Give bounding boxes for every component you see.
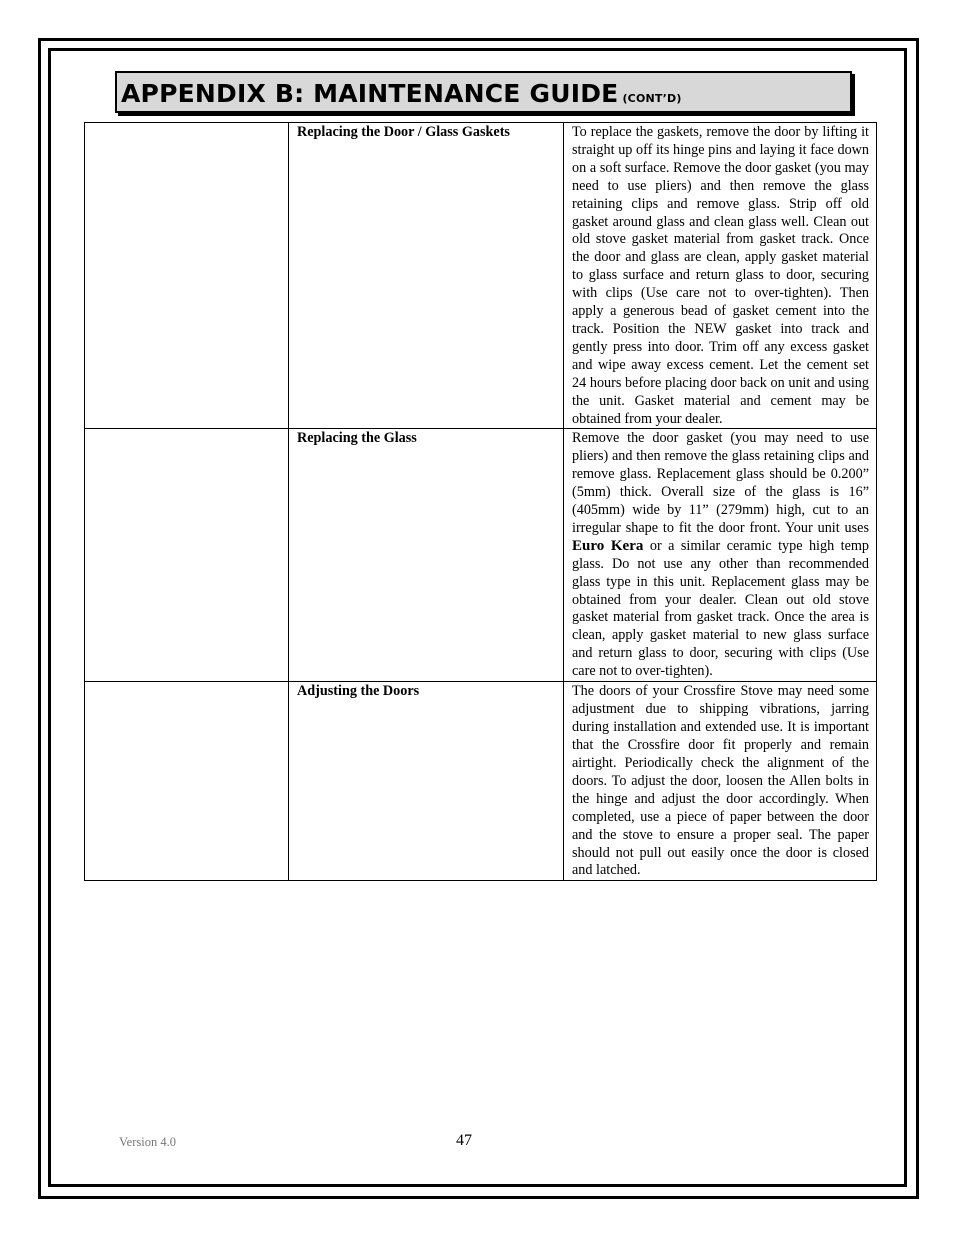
description-cell: To replace the gaskets, remove the door by lifting it straight up off its hinge pins and laying it face down on a soft surface. Remove the door gasket (you may need to use pliers) and then remove the glass retaining clips and remove glass. Strip off old gasket around glass and clean glass well. Clean out old stove gasket material from gasket track. Once the door and glass are clean, apply gasket material to glass surface and return glass to door, securing with clips (Use care not to over-tighten). Then apply a generous bead of gasket cement into the track. Position the NEW gasket into track and gently press into door. Trim off any excess gasket and wipe away excess cement. Let the cement set 24 hours before placing door back on unit and using the unit. Gasket material and cement may be obtained from your dealer. [564,123,877,429]
page-number: 47 [456,1132,472,1149]
description-text-part: or a similar ceramic type high temp glass. Do not use any other than recommended glass type in this unit. Replacement glass may be obtained from your dealer. Clean out old stove gasket material from gasket track. Once the area is clean, apply gasket material to new glass surface and return glass to door, securing with clips (Use care not to over-tighten). [572,537,870,680]
table-row [85,123,877,429]
topic-cell: Adjusting the Doors [289,682,564,881]
description-text-part: Remove the door gasket (you may need to use pliers) and then remove the glass retaining clips and remove glass. Replacement glass should be 0.200” (5mm) thick. Overall size of the glass is 16” (405mm) wide by 11” (279mm) high, cut to an irregular shape to fit the door front. Your unit uses [572,430,869,536]
page-title-suffix: (CONT’D) [622,92,682,105]
appendix-title-box [115,71,852,113]
glass-brand-text: Euro Kera [572,537,644,554]
description-cell: The doors of your Crossfire Stove may need some adjustment due to shipping vibrations, jarring during installation and extended use. It is important that the Crossfire door fit properly and remain airtight. Periodically check the alignment of the doors. To adjust the door, loosen the Allen bolts in the hinge and adjust the door accordingly. When completed, use a piece of paper between the door and the stove to ensure a proper seal. The paper should not pull out easily once the door is closed and latched. [564,682,877,881]
page-title-main: APPENDIX B: MAINTENANCE GUIDE [121,79,619,108]
table-row [85,682,877,881]
empty-cell [85,429,289,682]
table-row [85,429,877,682]
version-label: Version 4.0 [119,1135,176,1149]
maintenance-table [84,122,877,881]
topic-cell: Replacing the Door / Glass Gaskets [289,123,564,429]
empty-cell [85,123,289,429]
description-cell [564,429,877,682]
topic-cell: Replacing the Glass [289,429,564,682]
empty-cell [85,682,289,881]
page-title [121,79,682,108]
